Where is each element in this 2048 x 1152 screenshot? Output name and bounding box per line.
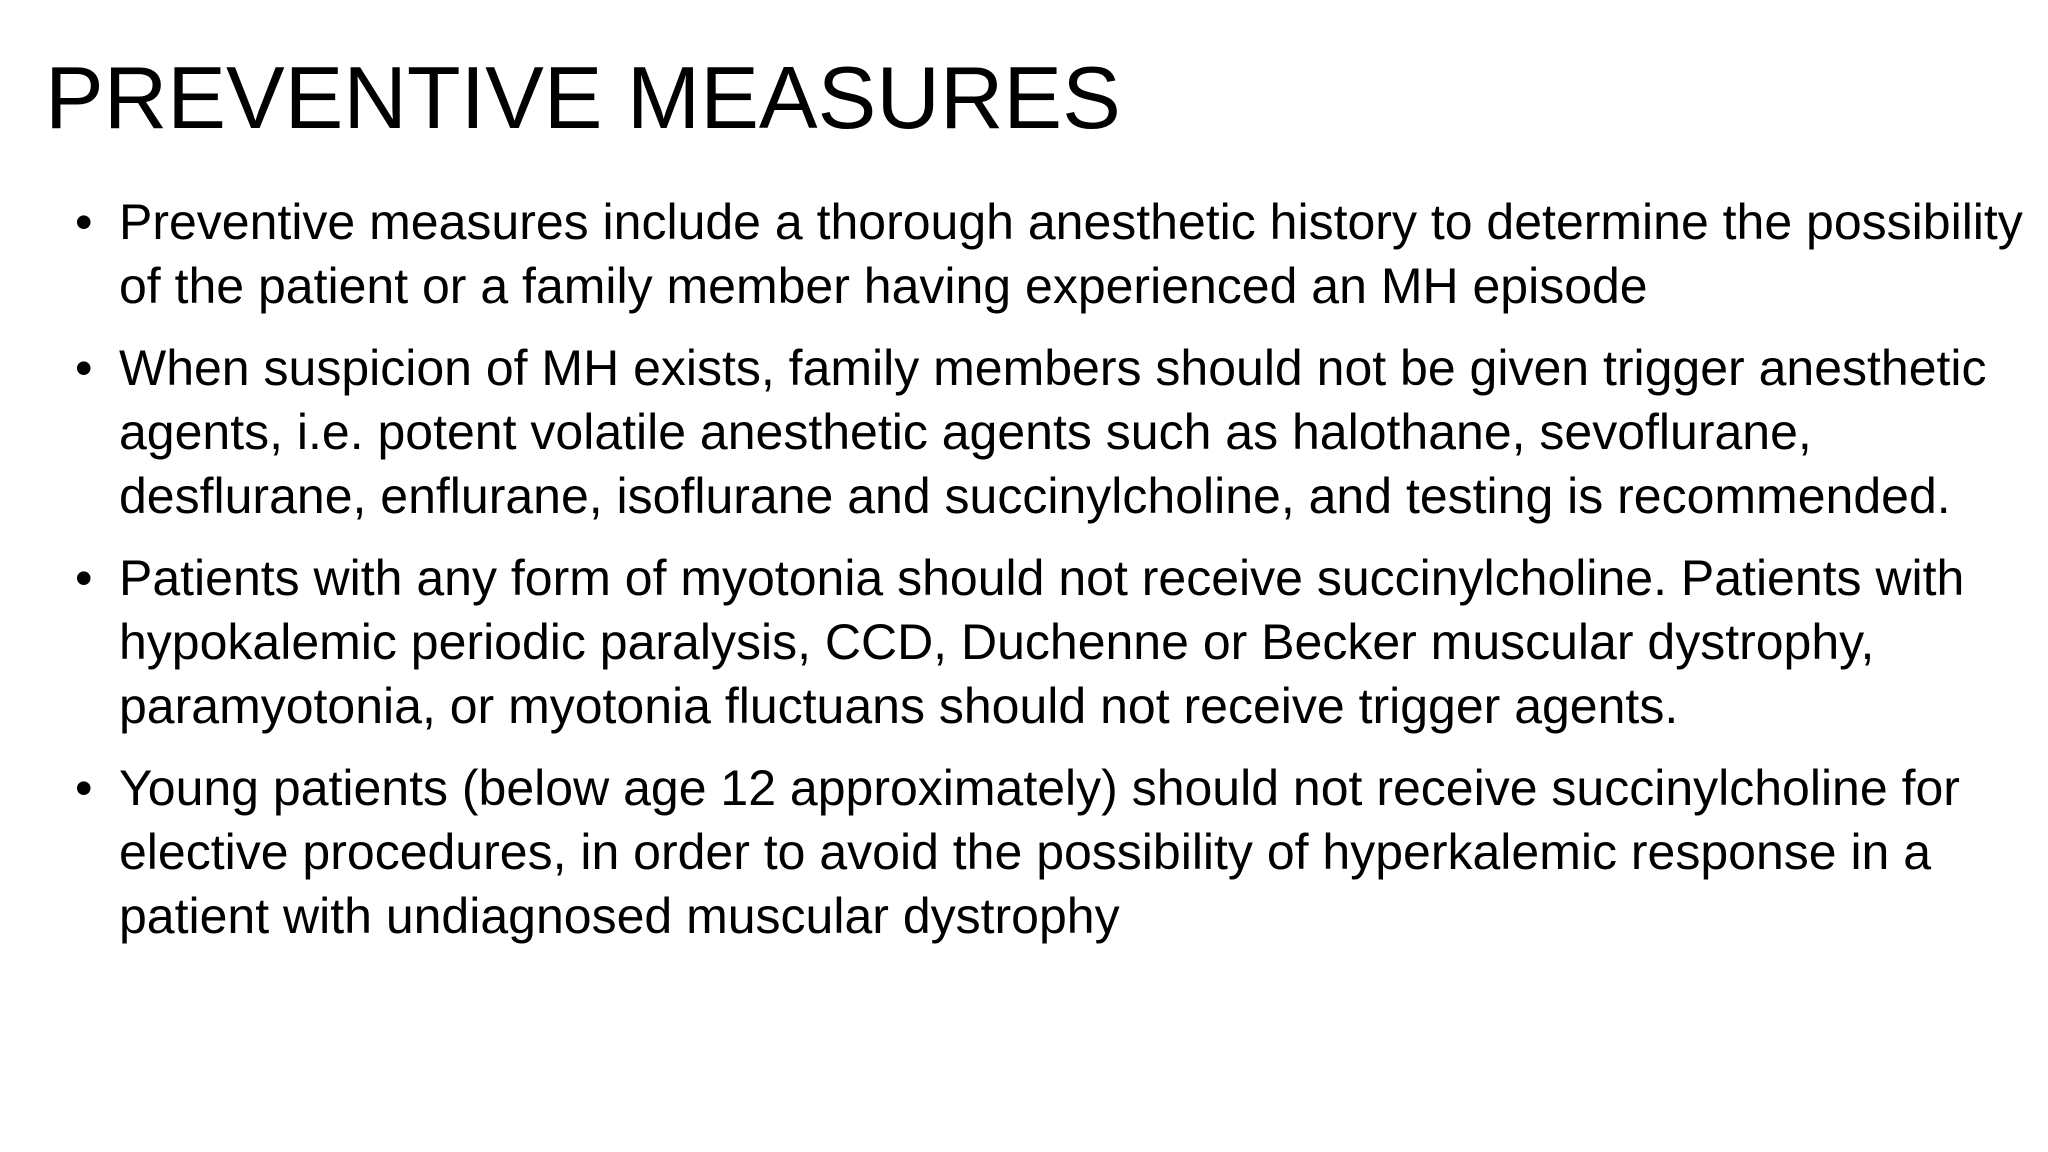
bullet-text: When suspicion of MH exists, family members should not be given trigger anesthetic agents, i.e. potent volatile anesthetic agents such as halothane, sevoflurane, desflurane, enflurane, isoflurane and succinylcholine, and testing is recommended. [119,340,1987,524]
bullet-marker: • [75,760,93,816]
bullet-item [75,336,2025,528]
bullet-text: Patients with any form of myotonia should not receive succinylcholine. Patients with hypokalemic periodic paralysis, CCD, Duchenne or Becker muscular dystrophy, paramyotonia, or myotonia fluctuans should not receive trigger agents. [119,550,1965,734]
slide-title: PREVENTIVE MEASURES [45,48,1121,147]
bullet-marker: • [75,194,93,250]
bullet-item [75,546,2025,738]
bullet-marker: • [75,340,93,396]
bullet-item [75,190,2025,318]
bullet-item [75,756,2025,948]
bullet-marker: • [75,550,93,606]
bullet-text: Preventive measures include a thorough anesthetic history to determine the possibility of the patient or a family member having experienced an MH episode [119,194,2023,314]
bullet-text: Young patients (below age 12 approximately) should not receive succinylcholine for elective procedures, in order to avoid the possibility of hyperkalemic response in a patient with undiagnosed muscular dystrophy [119,760,1960,944]
bullet-list [75,190,2025,966]
